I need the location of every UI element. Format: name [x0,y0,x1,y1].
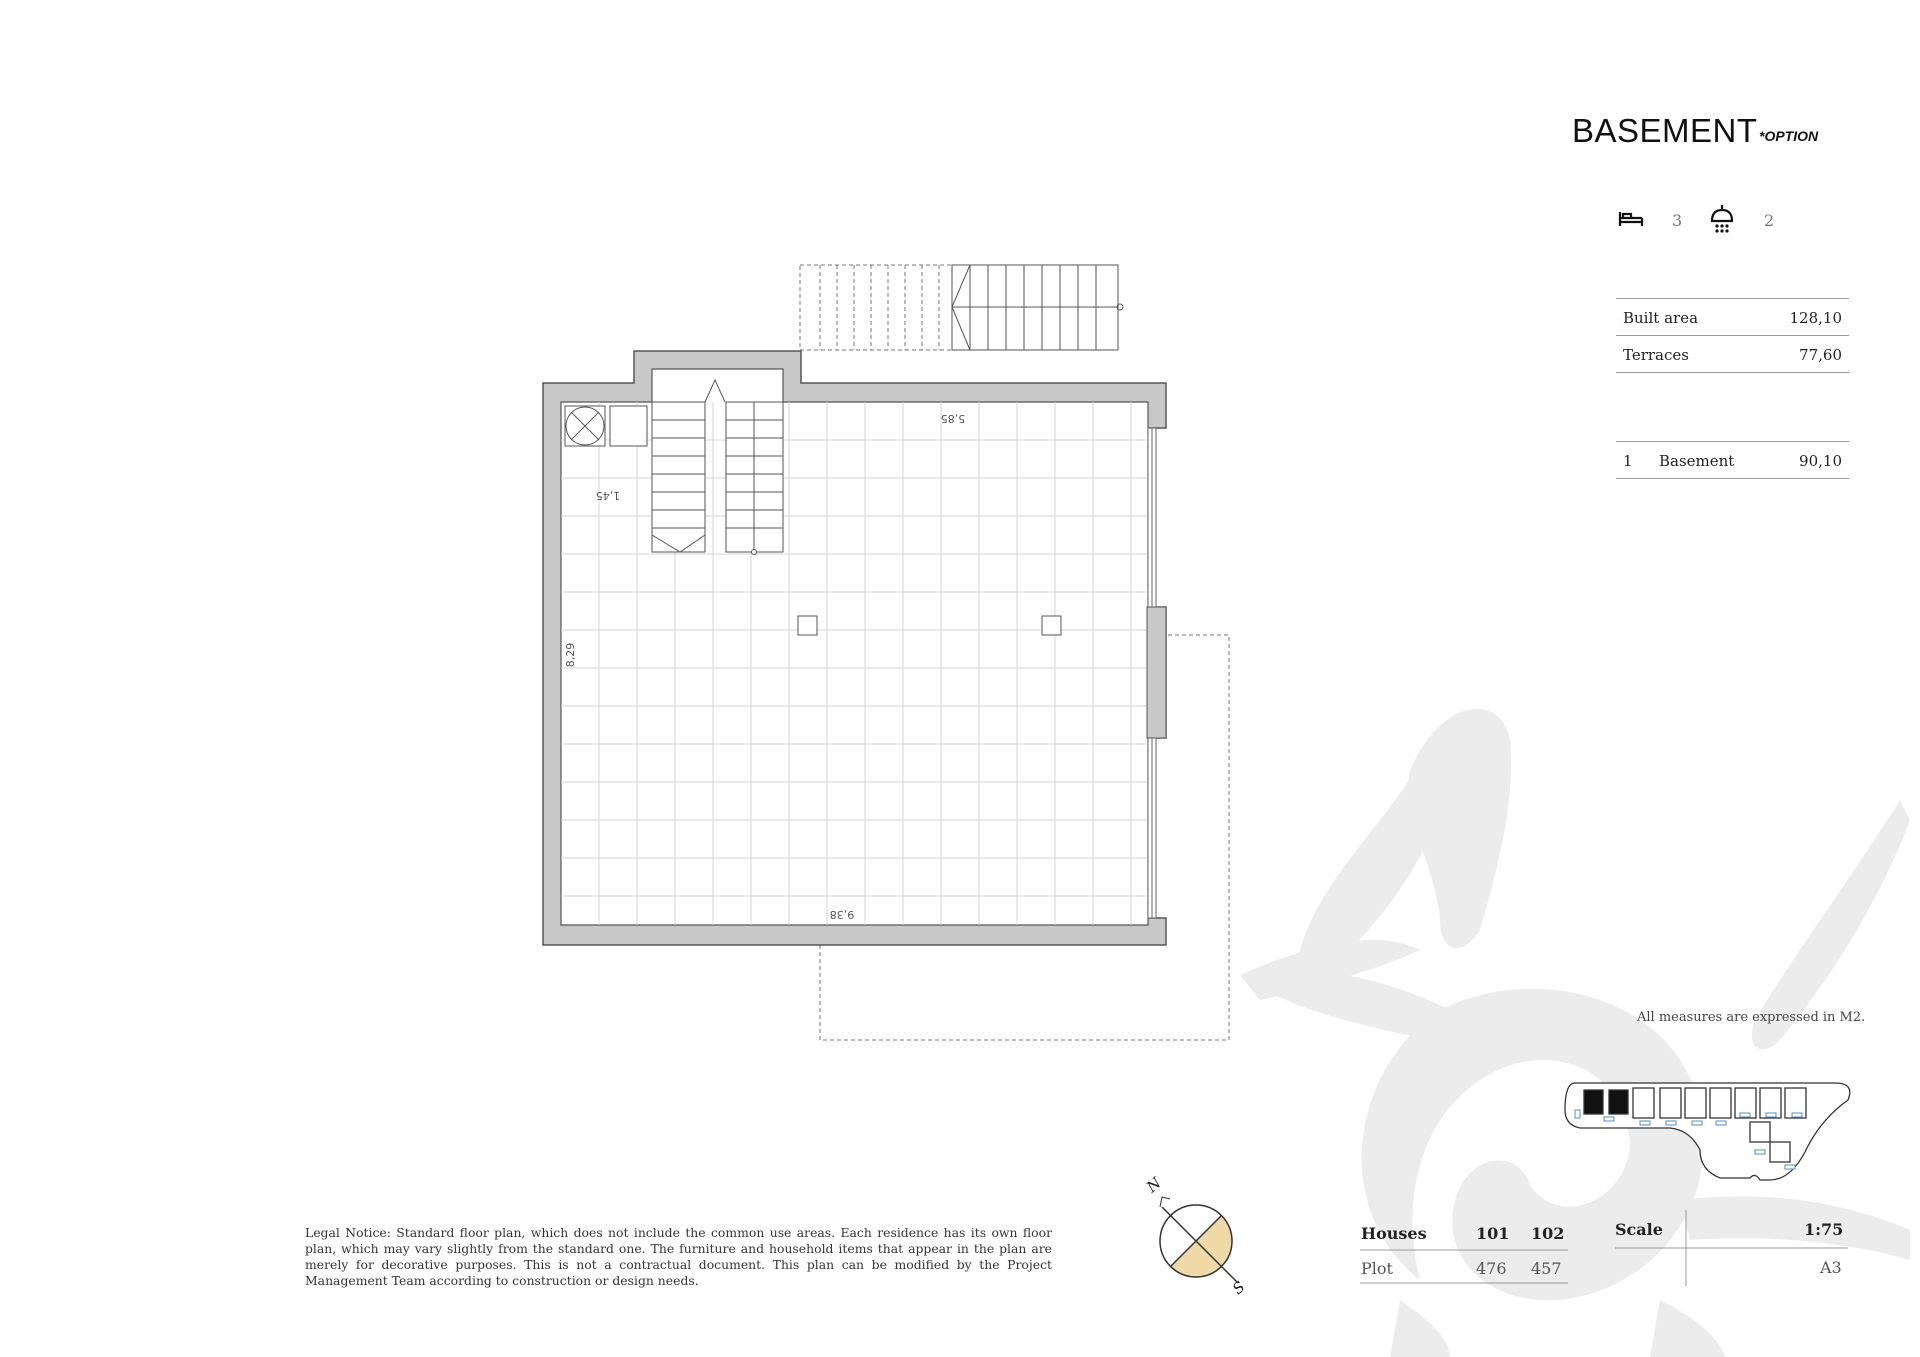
dimension-top-width: 5,85 [940,412,966,425]
house-number: 101 [1476,1224,1510,1243]
column [1042,616,1061,635]
scale-label: Scale [1615,1220,1663,1239]
room-value: 90,10 [1799,452,1842,470]
page-title-suffix: *OPTION [1759,128,1819,144]
plot-label: Plot [1361,1259,1393,1278]
scale-value: 1:75 [1804,1220,1844,1239]
area-value: 77,60 [1799,346,1842,364]
area-row-terraces [1616,336,1849,373]
dimension-left-depth: 8,29 [564,642,577,668]
room-number: 1 [1623,452,1633,470]
plot-size: 476 [1476,1259,1507,1278]
bed-icon [1618,208,1644,230]
compass-north-label: N [1143,1173,1165,1197]
column [798,616,817,635]
exterior-stairs [800,265,1123,350]
basement-room [561,369,1148,925]
shower-icon [1708,203,1736,235]
legal-notice: Legal Notice: Standard floor plan, which does not include the common use areas. Each residence has its own floor plan, which may vary slightly from the standard one. The furniture and household items that appear in the plan are merely for decorative purposes. This is not a contractual document. This plan can be modified by the Project Management Team according to construction or design needs. [305,1225,1052,1288]
dimension-bottom-width: 9,38 [829,908,855,921]
houses-table-lines [1360,1210,1848,1286]
measures-note: All measures are expressed in M2. [1637,1010,1866,1025]
area-row-built [1616,299,1849,336]
bathroom-count: 2 [1764,211,1775,230]
dimension-stair-width: 1,45 [595,489,621,502]
site-key-map [1565,1083,1850,1180]
compass [1160,1197,1247,1292]
bedroom-count: 3 [1672,211,1683,230]
house-number: 102 [1531,1224,1565,1243]
area-label: Built area [1623,309,1699,327]
page-title: BASEMENT [1572,112,1758,149]
room-row-basement [1616,442,1849,479]
plot-size: 457 [1531,1259,1562,1278]
houses-label: Houses [1361,1224,1427,1243]
compass-south-label: S [1229,1277,1249,1299]
area-label: Terraces [1623,346,1689,364]
room-name: Basement [1659,452,1735,470]
area-value: 128,10 [1789,309,1842,327]
door-panel [1147,607,1166,738]
paper-size: A3 [1820,1258,1842,1277]
